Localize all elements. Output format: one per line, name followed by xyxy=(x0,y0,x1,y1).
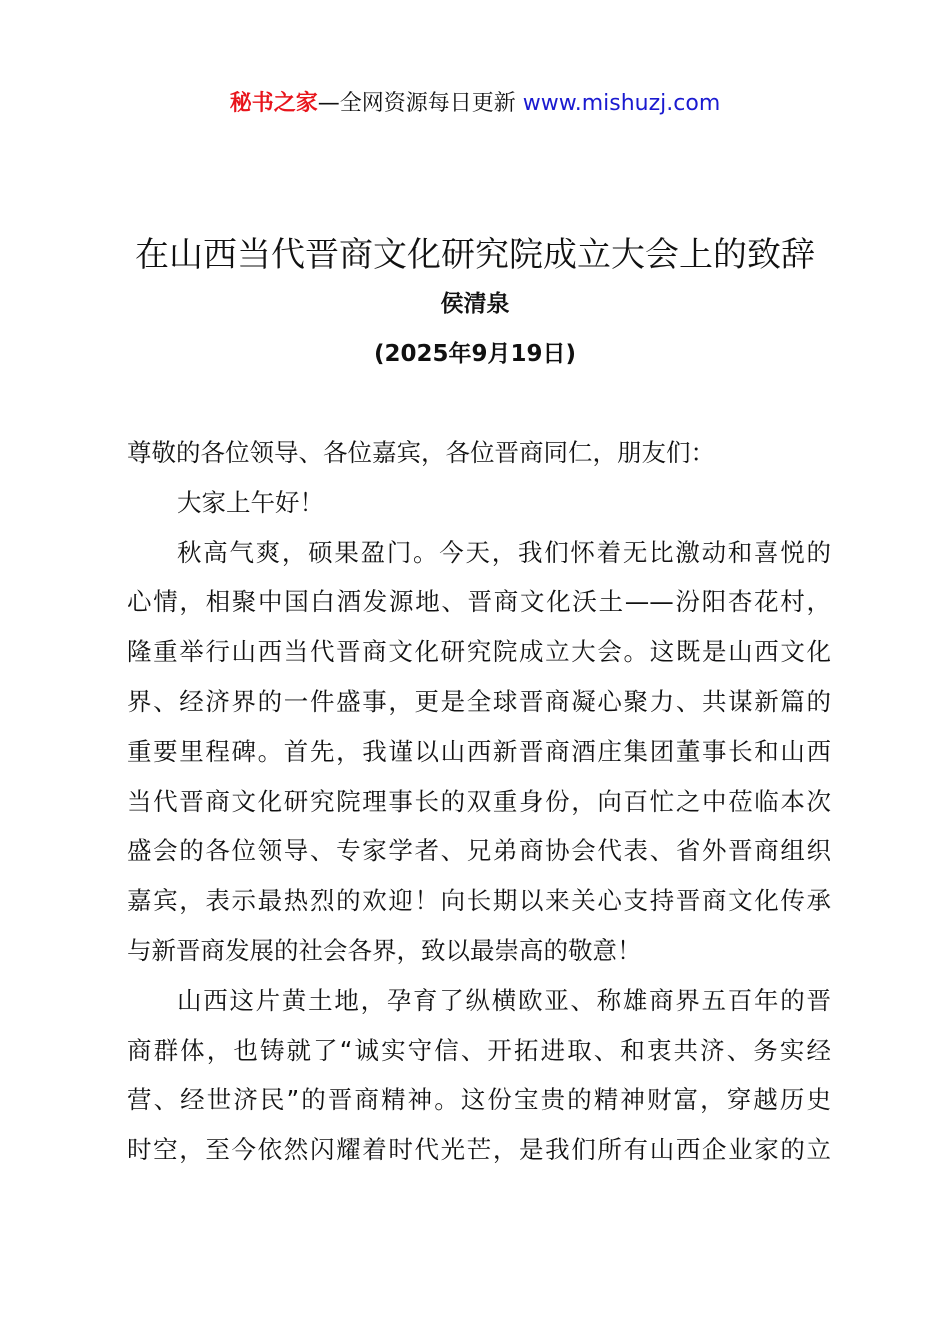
brand-name: 秘书之家 xyxy=(229,91,318,116)
paragraph-line: 秋高气爽，硕果盈门。今天，我们怀着无比激动和喜悦的 xyxy=(177,537,831,567)
paragraph-line: 商群体，也铸就了“诚实守信、开拓进取、和衷共济、务实经 xyxy=(127,1035,831,1065)
salutation: 尊敬的各位领导、各位嘉宾，各位晋商同仁，朋友们： xyxy=(127,438,715,467)
paragraph-line: 界、经济界的一件盛事，更是全球晋商凝心聚力、共谋新篇的 xyxy=(127,686,831,716)
paragraph-line: 营、经世济民”的晋商精神。这份宝贵的精神财富，穿越历史 xyxy=(127,1085,831,1115)
document-author: 侯清泉 xyxy=(440,291,510,317)
document-body xyxy=(127,428,831,1175)
paragraph-line: 当代晋商文化研究院理事长的双重身份，向百忙之中莅临本次 xyxy=(127,786,831,816)
paragraph-line: 重要里程碑。首先，我谨以山西新晋商酒庄集团董事长和山西 xyxy=(127,736,831,766)
paragraph-line: 隆重举行山西当代晋商文化研究院成立大会。这既是山西文化 xyxy=(127,637,831,667)
greeting: 大家上午好！ xyxy=(177,487,324,517)
document-title: 在山西当代晋商文化研究院成立大会上的致辞 xyxy=(135,235,815,275)
paragraph-line: 盛会的各位领导、专家学者、兄弟商协会代表、省外晋商组织 xyxy=(127,836,831,866)
site-url-link[interactable]: www.mishuzj.com xyxy=(522,91,721,116)
paragraph-line: 山西这片黄土地，孕育了纵横欧亚、称雄商界五百年的晋 xyxy=(177,985,831,1015)
paragraph-line: 与新晋商发展的社会各界，致以最崇高的敬意！ xyxy=(127,935,642,965)
header-tagline: —全网资源每日更新 xyxy=(317,91,523,116)
paragraph-line: 时空，至今依然闪耀着时代光芒，是我们所有山西企业家的立 xyxy=(127,1135,831,1165)
document-date: (2025年9月19日) xyxy=(373,341,577,367)
paragraph-line: 心情，相聚中国白酒发源地、晋商文化沃土——汾阳杏花村， xyxy=(127,587,831,617)
site-header xyxy=(0,88,950,120)
paragraph-line: 嘉宾，表示最热烈的欢迎！向长期以来关心支持晋商文化传承 xyxy=(127,886,831,916)
